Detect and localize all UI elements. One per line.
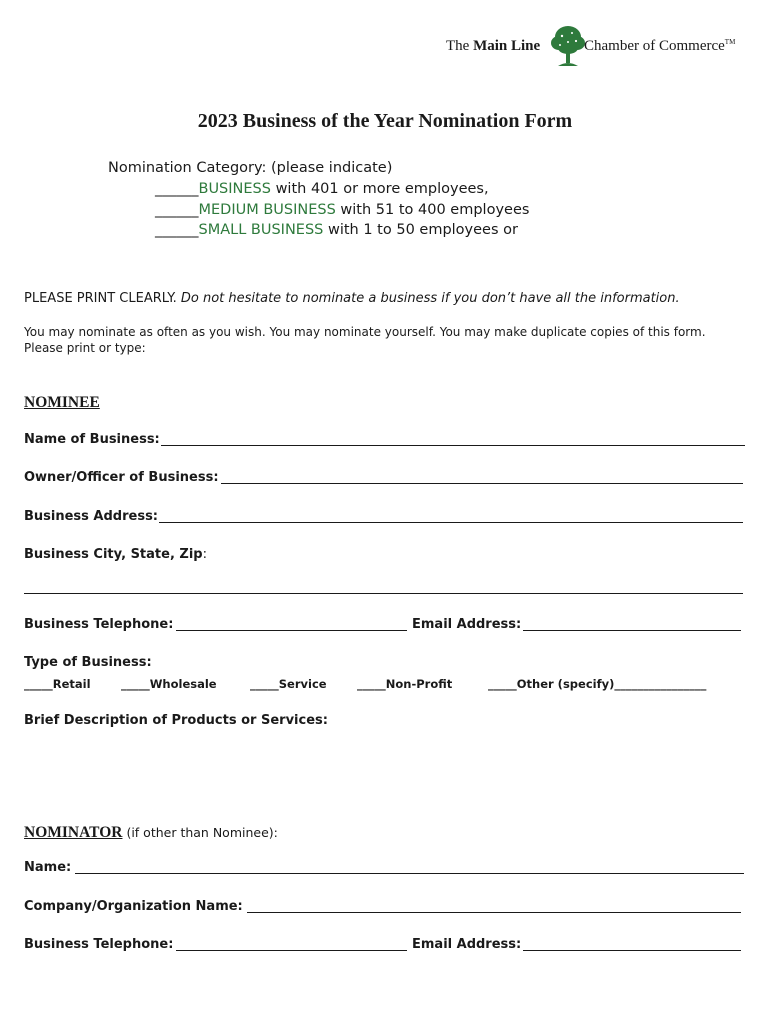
owner-label: Owner/Officer of Business: xyxy=(24,470,219,485)
logo-text-right: Chamber of Commerce™ xyxy=(584,38,736,54)
nominee-heading: NOMINEE xyxy=(24,394,100,411)
company-field[interactable] xyxy=(247,899,741,913)
category-option-medium[interactable]: ______MEDIUM BUSINESS with 51 to 400 employees xyxy=(155,202,530,218)
name-of-business-label: Name of Business: xyxy=(24,432,160,447)
name-of-business-field[interactable] xyxy=(161,432,745,446)
form-title: 2023 Business of the Year Nomination Form xyxy=(197,110,573,132)
email-label: Email Address: xyxy=(412,617,522,632)
nominator-name-label: Name: xyxy=(24,860,72,875)
description-area[interactable] xyxy=(24,735,744,805)
owner-field[interactable] xyxy=(221,470,743,484)
category-heading: Nomination Category: (please indicate) xyxy=(108,160,393,176)
city-label: Business City, State, Zip: xyxy=(24,547,207,562)
nominator-email-field[interactable] xyxy=(523,937,741,951)
logo-text-left: The Main Line xyxy=(446,38,541,54)
address-field[interactable] xyxy=(159,509,743,523)
tree-icon xyxy=(550,24,586,70)
nominator-telephone-label: Business Telephone: xyxy=(24,937,174,952)
telephone-label: Business Telephone: xyxy=(24,617,174,632)
instructions-print: PLEASE PRINT CLEARLY. Do not hesitate to nominate a business if you don’t have all the information. xyxy=(24,291,680,306)
city-field[interactable] xyxy=(24,580,743,594)
type-option-nonprofit[interactable]: _____Non-Profit xyxy=(357,677,453,691)
nominator-email-label: Email Address: xyxy=(412,937,522,952)
chamber-logo xyxy=(446,24,752,70)
nominator-name-field[interactable] xyxy=(75,860,744,874)
type-option-other[interactable]: _____Other (specify)________________ xyxy=(488,677,707,691)
company-label: Company/Organization Name: xyxy=(24,899,243,914)
category-option-small[interactable]: ______SMALL BUSINESS with 1 to 50 employees or xyxy=(155,222,518,238)
instructions-line2: Please print or type: xyxy=(24,341,146,355)
nominator-telephone-field[interactable] xyxy=(176,937,407,951)
category-option-business[interactable]: ______BUSINESS with 401 or more employees, xyxy=(155,181,489,197)
nominator-heading: NOMINATOR (if other than Nominee): xyxy=(24,824,278,841)
description-label: Brief Description of Products or Services: xyxy=(24,713,328,728)
type-option-service[interactable]: _____Service xyxy=(250,677,327,691)
email-field[interactable] xyxy=(523,617,741,631)
address-label: Business Address: xyxy=(24,509,159,524)
instructions-line1: You may nominate as often as you wish. You may nominate yourself. You may make duplicate copies of this form. xyxy=(24,325,706,339)
telephone-field[interactable] xyxy=(176,617,407,631)
type-option-retail[interactable]: _____Retail xyxy=(24,677,91,691)
type-of-business-label: Type of Business: xyxy=(24,655,152,670)
type-option-wholesale[interactable]: _____Wholesale xyxy=(121,677,217,691)
